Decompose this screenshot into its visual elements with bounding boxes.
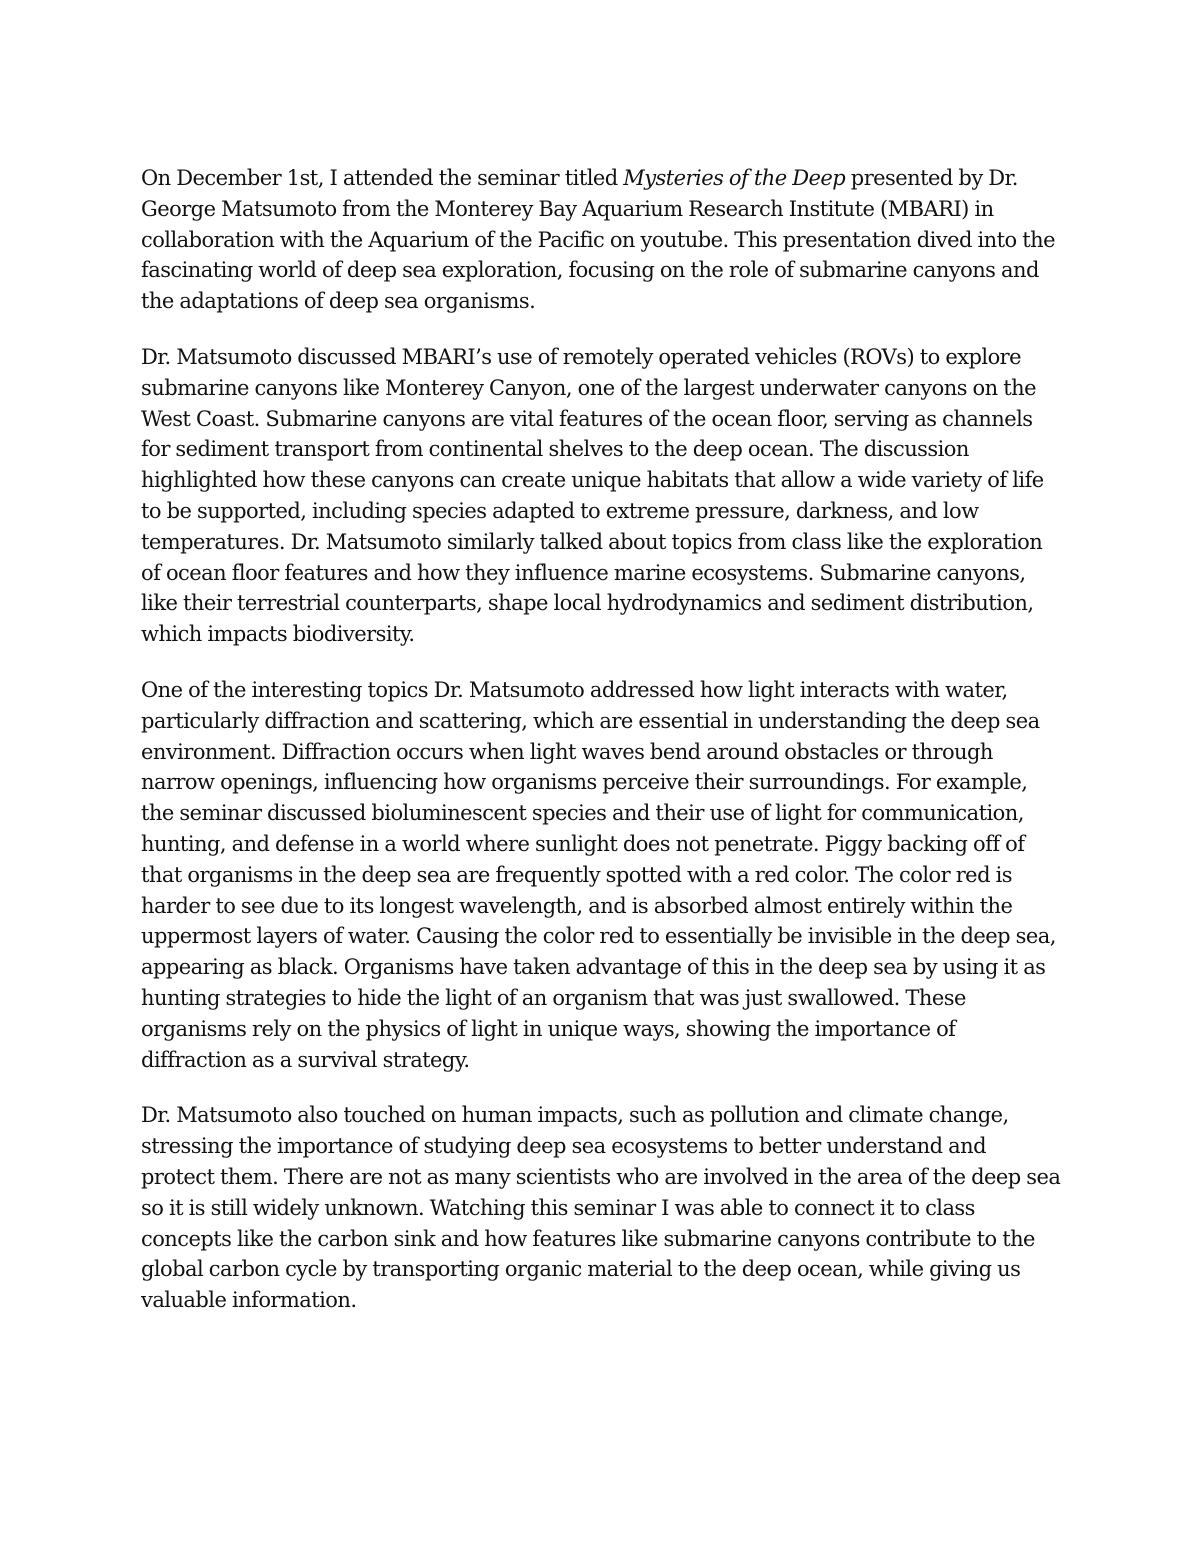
paragraph-4: Dr. Matsumoto also touched on human impacts, such as pollution and climate change, stressing the importance of studying deep sea ecosystems to better understand and protect them. There are not as many scientists who are involved in the area of the deep sea so it is still widely unknown. Watching this seminar I was able to connect it to class concepts like the carbon sink and how features like submarine canyons contribute to the global carbon cycle by transporting organic material to the deep ocean, while giving us valuable information. xyxy=(141,1103,1061,1313)
seminar-title: Mysteries of the Deep xyxy=(623,166,846,190)
paragraph-2: Dr. Matsumoto discussed MBARI’s use of remotely operated vehicles (ROVs) to explore submarine canyons like Monterey Canyon, one of the largest underwater canyons on the West Coast. Submarine canyons are vital features of the ocean floor, serving as channels for sediment transport from continental shelves to the deep ocean. The discussion highlighted how these canyons can create unique habitats that allow a wide variety of life to be supported, including species adapted to extreme pressure, darkness, and low temperatures. Dr. Matsumoto similarly talked about topics from class like the exploration of ocean floor features and how they influence marine ecosystems. Submarine canyons, like their terrestrial counterparts, shape local hydrodynamics and sediment distribution, which impacts biodiversity. xyxy=(141,344,1044,647)
paragraph-1 xyxy=(141,163,1061,317)
paragraph-1-rest: presented by Dr. George Matsumoto from the Monterey Bay Aquarium Research Institute (MBARI) in collaboration with the Aquarium of the Pacific on youtube. This presentation dived into the fascinating world of deep sea exploration, focusing on the role of submarine canyons and the adaptations of deep sea organisms. xyxy=(141,166,1055,314)
document-body xyxy=(141,163,1061,1316)
paragraph-3: One of the interesting topics Dr. Matsumoto addressed how light interacts with water, particularly diffraction and scattering, which are essential in understanding the deep sea environment. Diffraction occurs when light waves bend around obstacles or through narrow openings, influencing how organisms perceive their surroundings. For example, the seminar discussed bioluminescent species and their use of light for communication, hunting, and defense in a world where sunlight does not penetrate. Piggy backing off of that organisms in the deep sea are frequently spotted with a red color. The color red is harder to see due to its longest wavelength, and is absorbed almost entirely within the uppermost layers of water. Causing the color red to essentially be invisible in the deep sea, appearing as black. Organisms have taken advantage of this in the deep sea by using it as hunting strategies to hide the light of an organism that was just swallowed. These organisms rely on the physics of light in unique ways, showing the importance of diffraction as a survival strategy. xyxy=(141,677,1056,1072)
paragraph-1-intro: On December 1st, I attended the seminar titled xyxy=(141,166,624,190)
